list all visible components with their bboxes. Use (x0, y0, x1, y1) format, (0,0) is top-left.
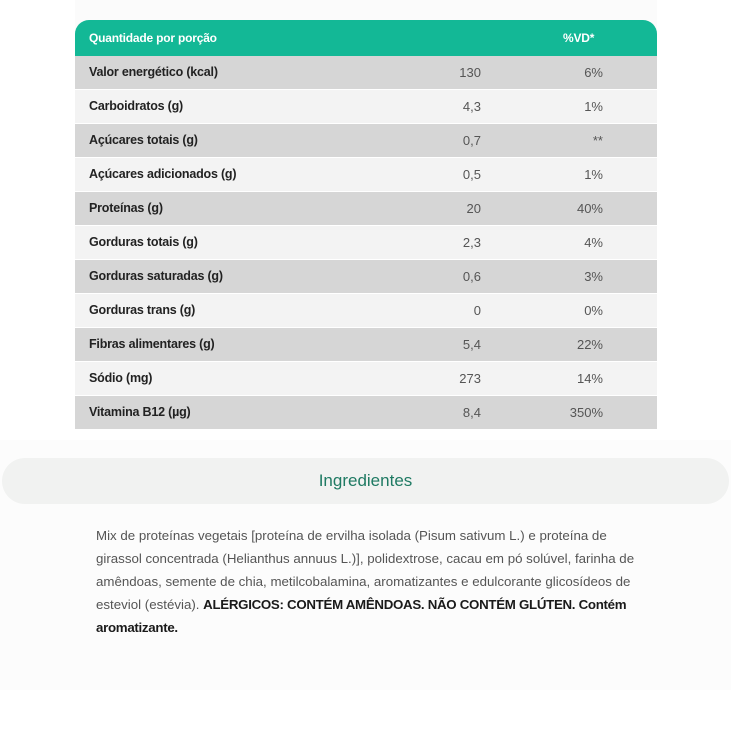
nutrient-vd: 350% (569, 405, 603, 420)
ingredients-title-bar (2, 458, 729, 504)
table-row (75, 226, 657, 260)
nutrient-name: Gorduras saturadas (g) (89, 269, 223, 283)
nutrient-vd: 1% (584, 99, 603, 114)
nutrient-name: Fibras alimentares (g) (89, 337, 215, 351)
nutrient-vd: ** (592, 133, 603, 148)
table-row (75, 294, 657, 328)
nutrient-amount: 0,5 (462, 167, 481, 182)
nutrient-vd: 1% (584, 167, 603, 182)
table-row (75, 124, 657, 158)
nutrient-vd: 14% (576, 371, 603, 386)
nutrient-name: Sódio (mg) (89, 371, 153, 385)
nutrient-name: Gorduras trans (g) (89, 303, 196, 317)
nutrient-name: Valor energético (kcal) (89, 65, 218, 79)
table-row (75, 396, 657, 430)
table-row (75, 56, 657, 90)
nutrient-amount: 8,4 (462, 405, 481, 420)
page-bottom (0, 690, 731, 731)
ingredients-list: Mix de proteínas vegetais [proteína de ervilha isolada (Pisum sativum L.) e proteína de girassol concentrada (Helianthus annuus L.)], polidextrose, cacau em pó solúvel, farinha de amêndoas, semente de chia, metilcobalamina, aromatizantes e edulcorante glicosídeos de esteviol (estévia). (96, 528, 635, 612)
ingredients-section (0, 440, 731, 690)
ingredients-title: Ingredientes (318, 471, 413, 490)
nutrient-name: Açúcares adicionados (g) (89, 167, 237, 181)
nutrient-vd: 22% (576, 337, 603, 352)
table-row (75, 362, 657, 396)
nutrient-name: Vitamina B12 (µg) (89, 405, 191, 419)
nutrient-amount: 5,4 (462, 337, 481, 352)
nutrient-vd: 3% (584, 269, 603, 284)
table-row (75, 90, 657, 124)
table-row (75, 328, 657, 362)
nutrient-name: Proteínas (g) (89, 201, 163, 215)
nutrient-vd: 6% (584, 65, 603, 80)
nutrient-amount: 273 (459, 371, 481, 386)
nutrient-amount: 0,7 (462, 133, 481, 148)
header-vd-label: %VD* (563, 31, 595, 45)
nutrient-vd: 4% (584, 235, 603, 250)
nutrient-amount: 130 (459, 65, 481, 80)
nutrient-name: Gorduras totais (g) (89, 235, 198, 249)
header-serving-label: Quantidade por porção (89, 31, 217, 45)
nutrition-table-header (75, 20, 657, 56)
nutrient-vd: 0% (584, 303, 603, 318)
ingredients-text (96, 524, 642, 639)
allergen-warning: ALÉRGICOS: CONTÉM AMÊNDOAS. NÃO CONTÉM GLÚTEN. Contém aromatizante. (96, 597, 627, 635)
nutrient-amount: 4,3 (462, 99, 481, 114)
nutrient-vd: 40% (576, 201, 603, 216)
nutrition-table (75, 20, 657, 430)
nutrient-name: Carboidratos (g) (89, 99, 184, 113)
nutrient-amount: 20 (466, 201, 481, 216)
nutrient-amount: 0 (473, 303, 481, 318)
nutrient-amount: 0,6 (462, 269, 481, 284)
table-row (75, 260, 657, 294)
table-row (75, 192, 657, 226)
table-row (75, 158, 657, 192)
nutrient-amount: 2,3 (462, 235, 481, 250)
nutrient-name: Açúcares totais (g) (89, 133, 198, 147)
